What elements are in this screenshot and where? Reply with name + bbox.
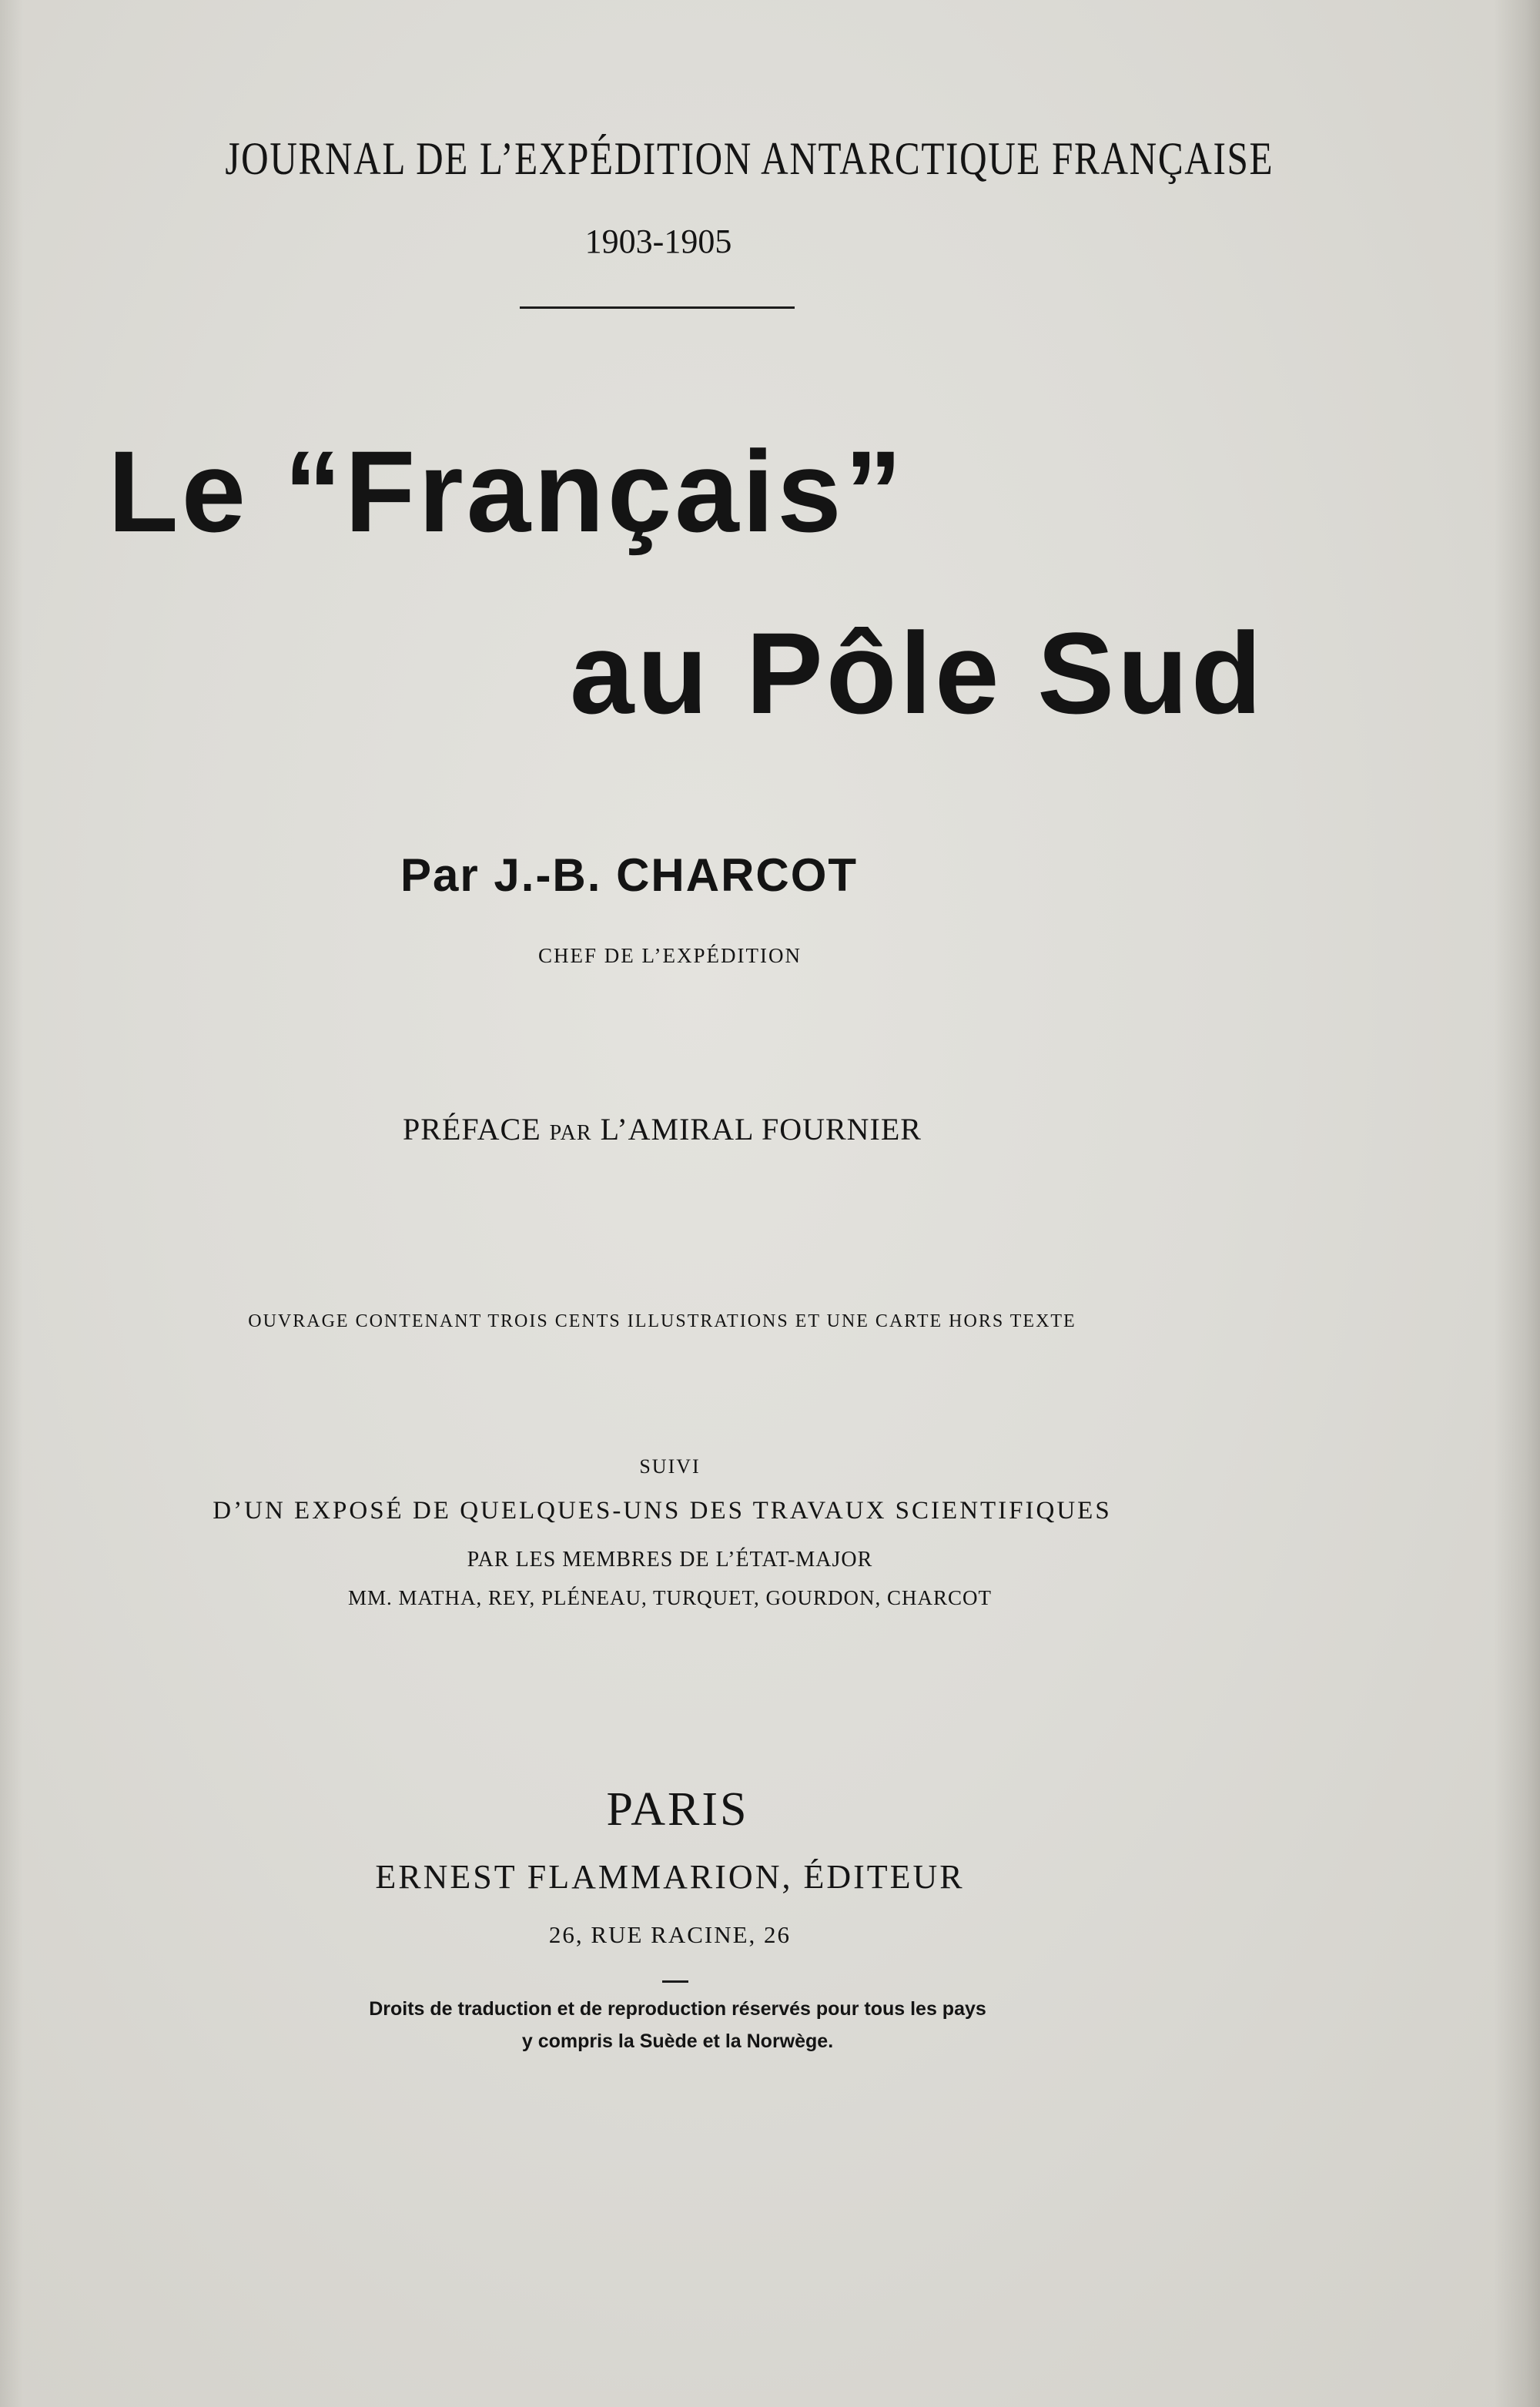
author-role: CHEF DE L’EXPÉDITION [538,944,802,967]
preface-name: L’AMIRAL FOURNIER [600,1112,922,1147]
series-title: JOURNAL DE L’EXPÉDITION ANTARCTIQUE FRANÇAISE [225,133,1274,184]
preface-credit [354,1111,970,1147]
page-edge-shadow [0,0,23,2407]
rights-notice-line-2: y compris la Suède et la Norwège. [521,2030,834,2052]
suivi-label: SUIVI [639,1455,701,1478]
imprint-city: PARIS [606,1783,749,1836]
imprint-address: 26, RUE RACINE, 26 [548,1921,792,1948]
divider-rule [520,306,795,309]
imprint-rule [662,1980,688,1983]
preface-lead: PRÉFACE [403,1112,541,1147]
spine-shadow [1494,0,1540,2407]
series-years: 1903-1905 [584,223,732,260]
appendix-description: D’UN EXPOSÉ DE QUELQUES-UNS DES TRAVAUX SCIENTIFIQUES [213,1497,1112,1525]
rights-notice-line-1: Droits de traduction et de reproduction réservés pour tous les pays [369,1998,986,2020]
appendix-names: MM. MATHA, REY, PLÉNEAU, TURQUET, GOURDON, CHARCOT [347,1586,993,1609]
book-title-line-1: Le “Français” [108,427,906,556]
book-title-line-2: au Pôle Sud [570,608,1265,738]
author-byline: Par J.-B. CHARCOT [400,849,859,901]
preface-connector: PAR [549,1121,592,1145]
appendix-members: PAR LES MEMBRES DE L’ÉTAT-MAJOR [467,1548,873,1572]
contents-note: OUVRAGE CONTENANT TROIS CENTS ILLUSTRATIONS ET UNE CARTE HORS TEXTE [248,1311,1076,1331]
imprint-publisher: ERNEST FLAMMARION, ÉDITEUR [375,1858,965,1896]
